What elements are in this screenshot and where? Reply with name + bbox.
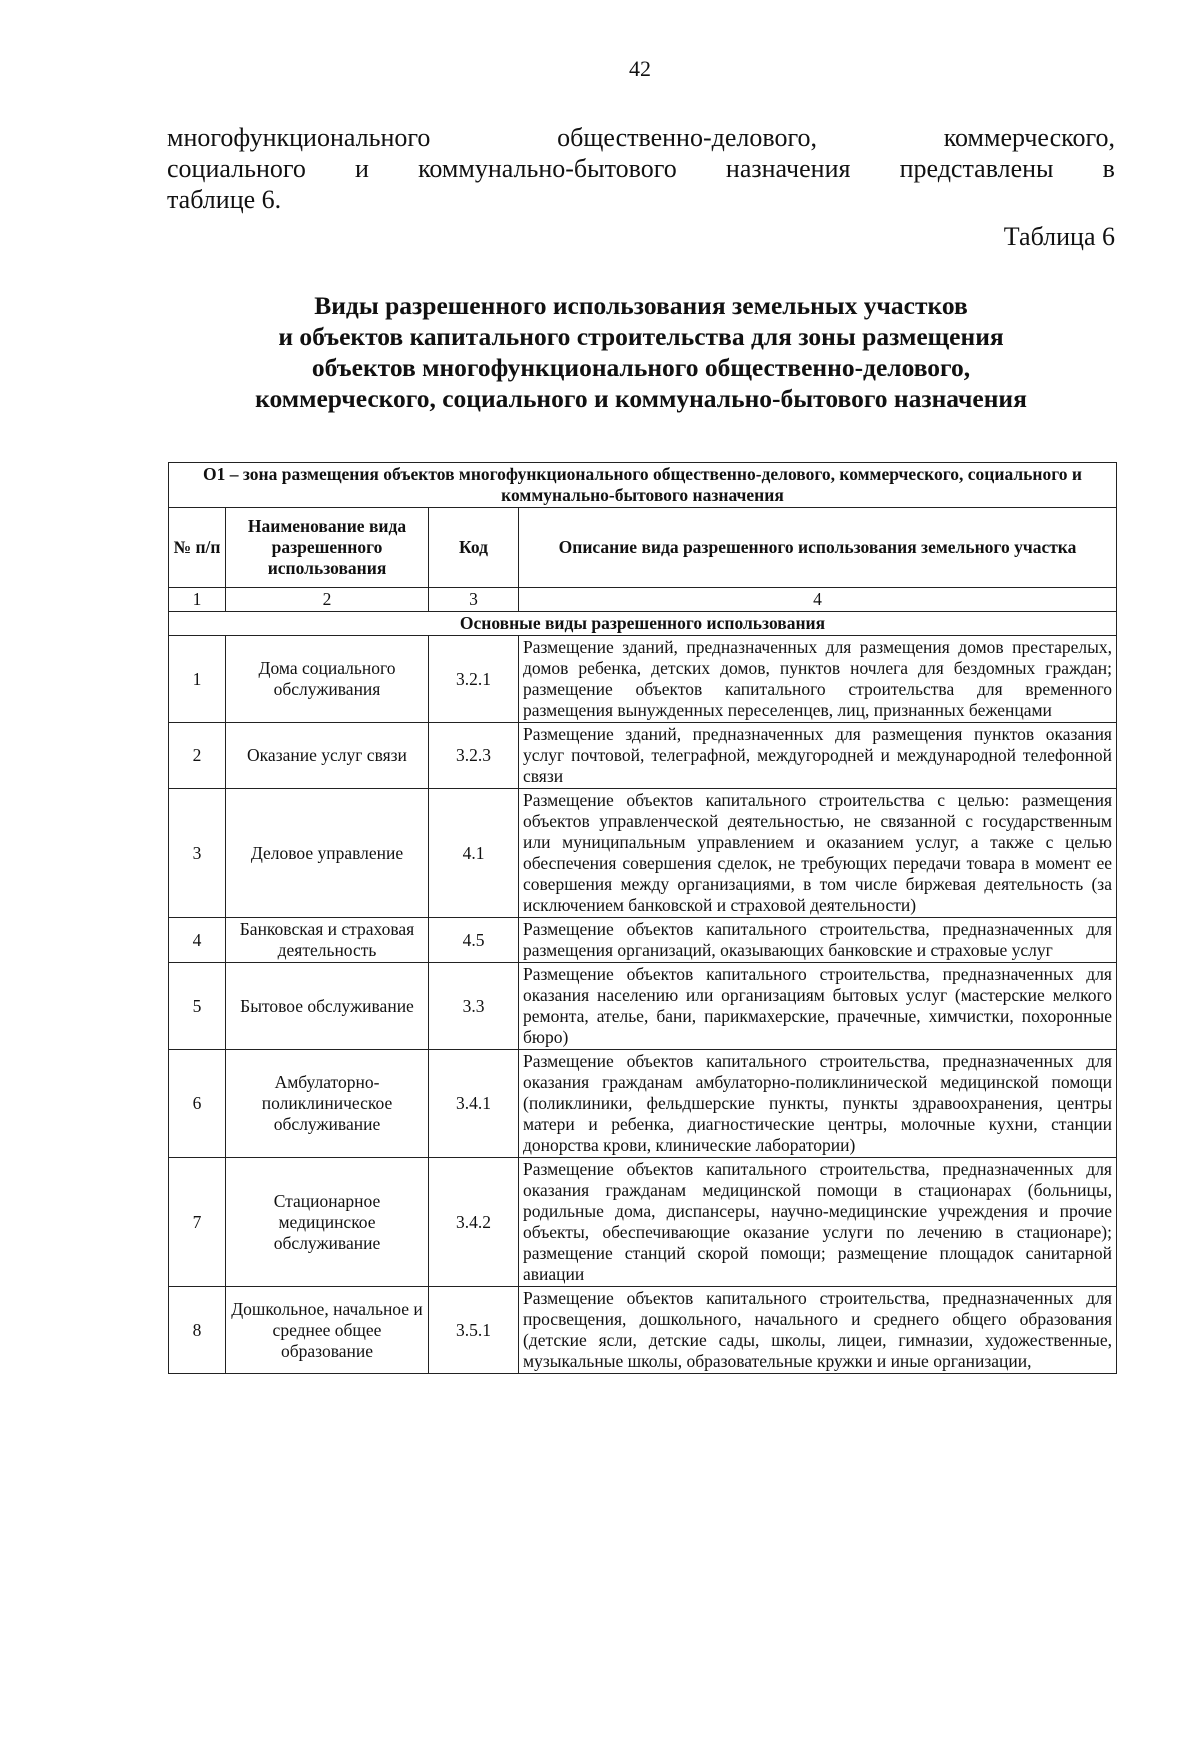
header-num: № п/п bbox=[169, 508, 226, 588]
row-name: Дома социального обслуживания bbox=[226, 636, 429, 723]
column-number: 3 bbox=[429, 588, 519, 612]
intro-line-2 bbox=[167, 153, 1115, 184]
row-code: 3.3 bbox=[429, 963, 519, 1050]
row-desc: Размещение объектов капитального строительства, предназначенных для оказания гражданам медицинской помощи в стационарах (больницы, родильные дома, диспансеры, научно-медицинские учреждения и прочие объекты, обеспечивающие оказание услуги по лечению в стационаре); размещение станций скорой помощи; размещение площадок санитарной авиации bbox=[519, 1158, 1117, 1287]
intro-paragraph bbox=[167, 122, 1115, 215]
intro-word: представлены bbox=[899, 154, 1054, 183]
row-name: Стационарное медицинское обслуживание bbox=[226, 1158, 429, 1287]
row-num: 1 bbox=[169, 636, 226, 723]
row-code: 4.1 bbox=[429, 789, 519, 918]
intro-word: и bbox=[355, 154, 369, 183]
heading-line: коммерческого, социального и коммунально-бытового назначения bbox=[255, 384, 1027, 413]
intro-word: общественно-делового, bbox=[557, 123, 817, 152]
row-num: 8 bbox=[169, 1287, 226, 1374]
heading-line: Виды разрешенного использования земельных участков bbox=[314, 291, 968, 320]
section-title: Основные виды разрешенного использования bbox=[169, 612, 1117, 636]
row-desc: Размещение объектов капитального строительства, предназначенных для оказания населению или организациям бытовых услуг (мастерские мелкого ремонта, ателье, бани, парикмахерские, прачечные, химчистки, похоронные бюро) bbox=[519, 963, 1117, 1050]
header-name: Наименование вида разрешенного использования bbox=[226, 508, 429, 588]
table-row bbox=[169, 789, 1117, 918]
row-name: Оказание услуг связи bbox=[226, 723, 429, 789]
header-code: Код bbox=[429, 508, 519, 588]
row-code: 3.4.2 bbox=[429, 1158, 519, 1287]
table-row bbox=[169, 723, 1117, 789]
intro-line-3: таблице 6. bbox=[167, 185, 282, 214]
table-row bbox=[169, 1158, 1117, 1287]
row-num: 2 bbox=[169, 723, 226, 789]
intro-word: назначения bbox=[725, 154, 851, 183]
row-name: Деловое управление bbox=[226, 789, 429, 918]
row-code: 3.2.3 bbox=[429, 723, 519, 789]
row-num: 4 bbox=[169, 918, 226, 963]
intro-word: коммунально-бытового bbox=[418, 154, 677, 183]
table-row bbox=[169, 1050, 1117, 1158]
intro-word: в bbox=[1102, 154, 1115, 183]
row-num: 5 bbox=[169, 963, 226, 1050]
land-use-table bbox=[168, 462, 1117, 1374]
intro-word: коммерческого, bbox=[943, 123, 1115, 152]
row-desc: Размещение объектов капитального строительства, предназначенных для просвещения, дошкольного, начального и среднего общего образования (детские ясли, детские сады, школы, лицеи, гимназии, художественные, музыкальные школы, образовательные кружки и иные организации, bbox=[519, 1287, 1117, 1374]
row-desc: Размещение объектов капитального строительства, предназначенных для размещения организаций, оказывающих банковские и страховые услуг bbox=[519, 918, 1117, 963]
row-code: 3.4.1 bbox=[429, 1050, 519, 1158]
row-desc: Размещение зданий, предназначенных для размещения пунктов оказания услуг почтовой, телеграфной, междугородней и международной телефонной связи bbox=[519, 723, 1117, 789]
zone-title: О1 – зона размещения объектов многофункционального общественно-делового, коммерческого, социального и коммунально-бытового назначения bbox=[169, 463, 1117, 508]
table-row bbox=[169, 636, 1117, 723]
row-num: 6 bbox=[169, 1050, 226, 1158]
row-code: 3.2.1 bbox=[429, 636, 519, 723]
heading-line: и объектов капитального строительства для зоны размещения bbox=[278, 322, 1004, 351]
row-name: Дошкольное, начальное и среднее общее образование bbox=[226, 1287, 429, 1374]
column-number: 1 bbox=[169, 588, 226, 612]
row-code: 3.5.1 bbox=[429, 1287, 519, 1374]
table-row bbox=[169, 1287, 1117, 1374]
header-desc: Описание вида разрешенного использования земельного участка bbox=[519, 508, 1117, 588]
row-name: Банковская и страховая деятельность bbox=[226, 918, 429, 963]
row-desc: Размещение зданий, предназначенных для размещения домов престарелых, домов ребенка, детских домов, пунктов ночлега для бездомных граждан; размещение объектов капитального строительства для временного размещения вынужденных переселенцев, лиц, признанных беженцами bbox=[519, 636, 1117, 723]
table-row bbox=[169, 918, 1117, 963]
column-number: 2 bbox=[226, 588, 429, 612]
intro-word: социального bbox=[167, 154, 306, 183]
row-desc: Размещение объектов капитального строительства, предназначенных для оказания гражданам амбулаторно-поликлинической медицинской помощи (поликлиники, фельдшерские пункты, пункты здравоохранения, центры матери и ребенка, диагностические центры, молочные кухни, станции донорства крови, клинические лаборатории) bbox=[519, 1050, 1117, 1158]
row-num: 3 bbox=[169, 789, 226, 918]
intro-line-1 bbox=[167, 122, 1115, 153]
table-heading bbox=[140, 290, 1142, 414]
row-name: Бытовое обслуживание bbox=[226, 963, 429, 1050]
table-label: Таблица 6 bbox=[1003, 222, 1115, 251]
heading-line: объектов многофункционального общественно-делового, bbox=[311, 353, 971, 382]
row-code: 4.5 bbox=[429, 918, 519, 963]
intro-word: многофункционального bbox=[167, 123, 431, 152]
row-num: 7 bbox=[169, 1158, 226, 1287]
page-number: 42 bbox=[629, 56, 651, 81]
row-desc: Размещение объектов капитального строительства с целью: размещения объектов управленческой деятельностью, не связанной с государственным или муниципальным управлением и оказанием услуг, а также с целью обеспечения совершения сделок, не требующих передачи товара в момент ее совершения между организациями, в том числе биржевая деятельность (за исключением банковской и страховой деятельности) bbox=[519, 789, 1117, 918]
table-row bbox=[169, 963, 1117, 1050]
column-number: 4 bbox=[519, 588, 1117, 612]
row-name: Амбулаторно-поликлиническое обслуживание bbox=[226, 1050, 429, 1158]
